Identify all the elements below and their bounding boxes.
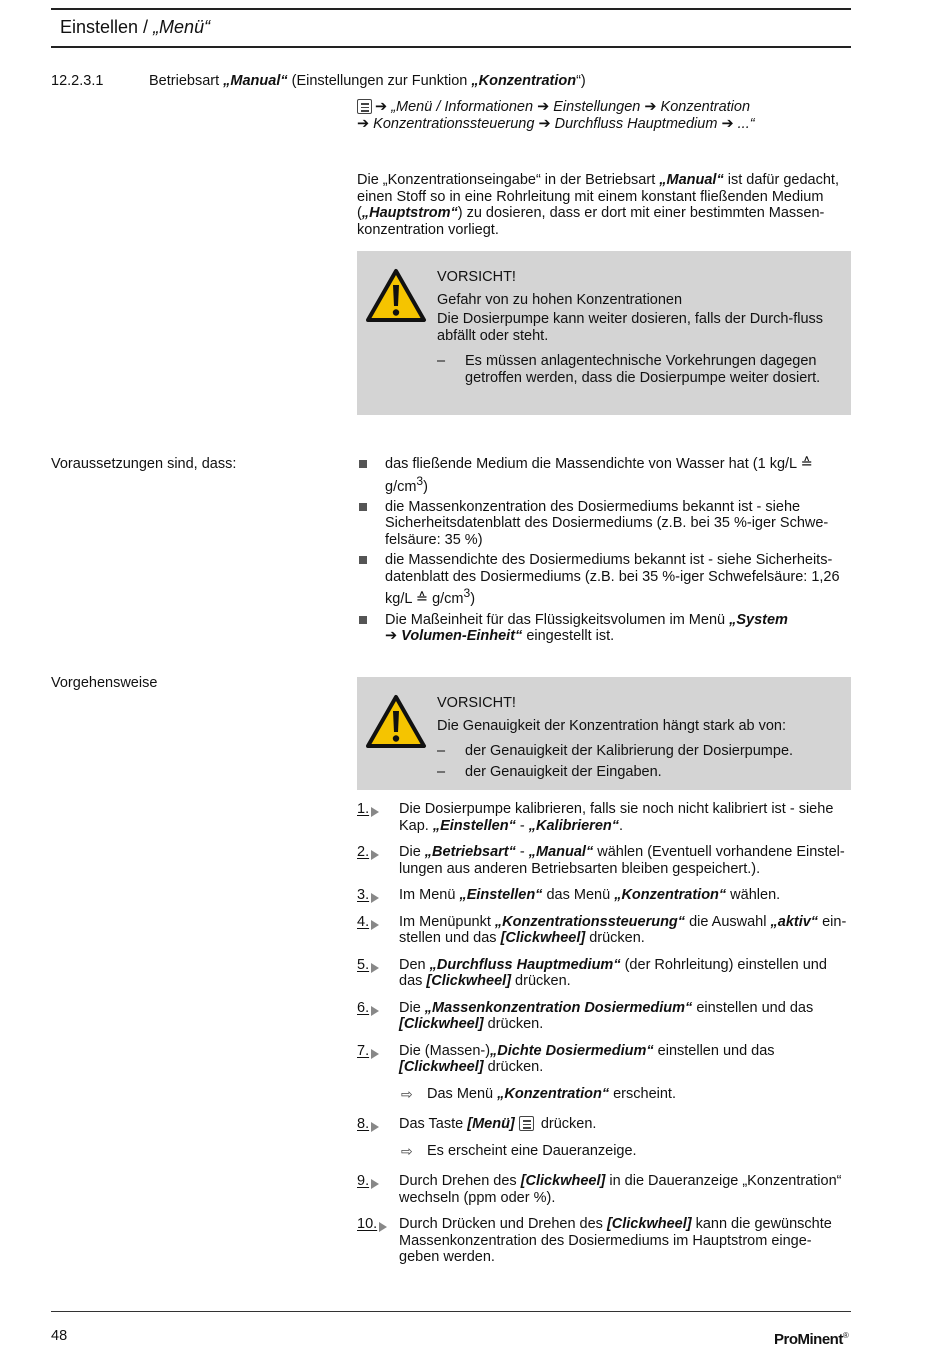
step-triangle-icon	[371, 963, 379, 973]
arrow-right-icon: ➔	[357, 115, 370, 132]
caution-item: – Es müssen anlagentechnische Vorkehrungen dagegen getroffen werden, dass die Dosierpumpe weiter dosiert.	[437, 353, 821, 386]
step-6: 6. Die „Massenkonzentration Dosiermedium“ einstellen und das [Clickwheel] drücken.	[357, 999, 814, 1032]
arrow-right-icon: ➔	[538, 115, 551, 132]
prerequisites-label: Voraussetzungen sind, dass:	[51, 456, 237, 472]
result-arrow-icon: ⇨	[401, 1142, 413, 1159]
caution-box-concentration	[357, 251, 851, 415]
caution-subtitle: Gefahr von zu hohen Konzentrationen	[437, 291, 683, 308]
caution-title: VORSICHT!	[437, 269, 516, 285]
step-9: 9. Durch Drehen des [Clickwheel] in die Daueranzeige „Konzentration“ wechseln (ppm oder %).	[357, 1173, 842, 1206]
step-triangle-icon	[371, 807, 379, 817]
caution-text: Die Genauigkeit der Konzentration hängt stark ab von:	[437, 717, 787, 734]
step-triangle-icon	[371, 1006, 379, 1016]
step-triangle-icon	[371, 1049, 379, 1059]
step-2: 2. Die „Betriebsart“ - „Manual“ wählen (Eventuell vorhandene Einstel-lungen aus anderen Betriebsarten bleiben gespeichert.).	[357, 844, 845, 877]
caution-text: Die Dosierpumpe kann weiter dosieren, falls der Durch-fluss abfällt oder steht.	[437, 311, 824, 344]
step-triangle-icon	[371, 1179, 379, 1189]
step-triangle-icon	[371, 920, 379, 930]
step-5: 5. Den „Durchfluss Hauptmedium“ (der Rohrleitung) einstellen und das [Clickwheel] drücken.	[357, 956, 827, 989]
prerequisites-list	[357, 456, 851, 649]
warning-triangle-icon	[365, 694, 427, 750]
arrow-right-icon: ➔	[537, 99, 550, 115]
procedure-steps	[357, 801, 851, 1266]
procedure-label: Vorgehensweise	[51, 675, 158, 691]
arrow-right-icon: ➔	[644, 99, 657, 115]
step-triangle-icon	[379, 1222, 387, 1232]
step-triangle-icon	[371, 850, 379, 860]
step-triangle-icon	[371, 893, 379, 903]
menu-icon	[519, 1116, 534, 1131]
section-title: Betriebsart „Manual“ (Einstellungen zur Funktion „Konzentration“)	[149, 73, 586, 89]
menu-path: ➔ „Menü / Informationen ➔ Einstellungen ➔ Konzentration ➔ Konzentrationssteuerung ➔ Durchfluss Hauptmedium ➔ ...“	[357, 99, 755, 132]
list-item: das fließende Medium die Massendichte von Wasser hat (1 kg/L ≙ $g/cm^3$)	[357, 456, 851, 495]
step-4: 4. Im Menüpunkt „Konzentrationssteuerung“ die Auswahl „aktiv“ ein-stellen und das [Clickwheel] drücken.	[357, 913, 847, 946]
list-item: die Massenkonzentration des Dosiermediums bekannt ist - siehe Sicherheitsdatenblatt des Dosiermediums (z.B. bei 35 %-iger Schwe-felsäure: 35 %)	[357, 499, 851, 549]
caution-box-accuracy	[357, 677, 851, 790]
caution-title: VORSICHT!	[437, 695, 516, 711]
step-10: 10. Durch Drücken und Drehen des [Clickwheel] kann die gewünschte Massenkonzentration des Dosiermediums im Hauptstrom einge-geben werden.	[357, 1216, 832, 1265]
section-number: 12.2.3.1	[51, 73, 104, 89]
brand-logo: ProMinent®	[774, 1331, 849, 1348]
footer-rule	[51, 1311, 851, 1312]
step-8: 8. Das Taste [Menü] drücken.	[357, 1116, 597, 1132]
page-header-title: Einstellen / „Menü“	[60, 17, 211, 37]
step-7: 7. Die (Massen-)„Dichte Dosiermedium“ einstellen und das [Clickwheel] drücken.	[357, 1042, 775, 1075]
caution-item: – der Genauigkeit der Kalibrierung der Dosierpumpe.	[437, 743, 794, 759]
step-1: 1. Die Dosierpumpe kalibrieren, falls sie noch nicht kalibriert ist - siehe Kap. „Einstellen“ - „Kalibrieren“.	[357, 801, 834, 834]
arrow-right-icon: ➔	[375, 99, 388, 115]
top-rule	[51, 8, 851, 10]
step-8-result: ⇨ Es erscheint eine Daueranzeige.	[401, 1142, 637, 1159]
menu-icon	[357, 99, 372, 114]
list-item: die Massendichte des Dosiermediums bekannt ist - siehe Sicherheits-datenblatt des Dosiermediums (z.B. bei 35 %-iger Schwefelsäure: 1,26 kg/L ≙ $g/cm^3$)	[357, 552, 851, 607]
header-rule	[51, 46, 851, 48]
caution-item: – der Genauigkeit der Eingaben.	[437, 763, 662, 780]
warning-triangle-icon	[365, 268, 427, 324]
step-7-result: ⇨ Das Menü „Konzentration“ erscheint.	[401, 1085, 676, 1102]
step-triangle-icon	[371, 1122, 379, 1132]
step-3: 3. Im Menü „Einstellen“ das Menü „Konzentration“ wählen.	[357, 887, 781, 903]
page-number: 48	[51, 1328, 68, 1344]
arrow-right-icon: ➔	[385, 628, 398, 645]
list-item: Die Maßeinheit für das Flüssigkeitsvolumen im Menü „System ➔ Volumen-Einheit“ eingestellt ist.	[357, 612, 851, 645]
intro-paragraph: Die „Konzentrationseingabe“ in der Betriebsart „Manual“ ist dafür gedacht, einen Stoff so in eine Rohrleitung mit einem konstant fließenden Medium („Hauptstrom“) zu dosieren, dass er dort mit einer bestimmten Massen-konzentration vorliegt.	[357, 172, 839, 238]
arrow-right-icon: ➔	[721, 115, 734, 132]
result-arrow-icon: ⇨	[401, 1085, 413, 1102]
